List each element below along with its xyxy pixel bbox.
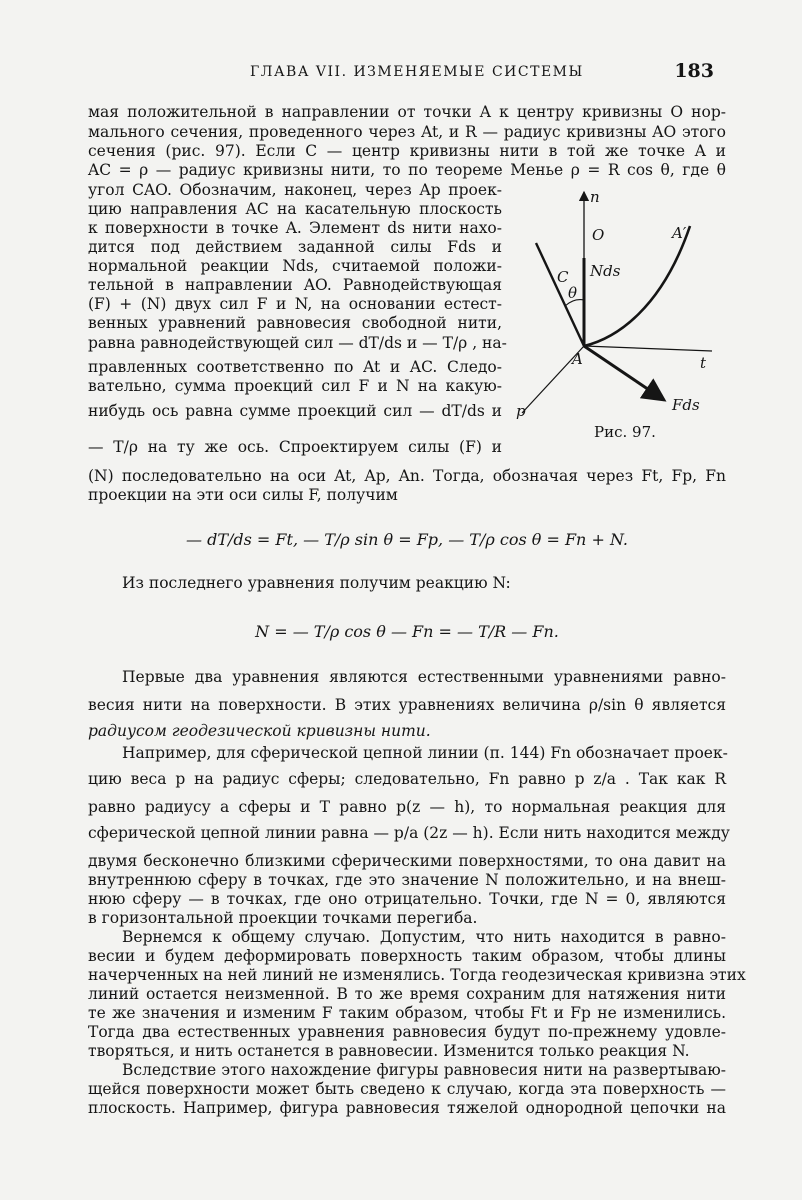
text-line: плоскость. Например, фигура равновесия тяжелой однородной цепочки на — [88, 1099, 726, 1117]
text-line: мая положительной в направлении от точки A к центру кривизны O нор- — [88, 103, 726, 121]
text-line: щейся поверхности может быть сведено к случаю, когда эта поверхность — — [88, 1080, 726, 1098]
text-line: — T/ρ на ту же ось. Спроектируем силы (F) и — [88, 438, 502, 456]
label-t: t — [700, 354, 707, 372]
running-header: ГЛАВА VII. ИЗМЕНЯЕМЫЕ СИСТЕМЫ — [250, 64, 584, 80]
text-line: Тогда два естественных уравнения равновесия будут по-прежнему удовле- — [88, 1023, 726, 1041]
label-n: n — [590, 188, 600, 206]
text-line: нюю сферу — в точках, где оно отрицательно. Точки, где N = 0, являются — [88, 890, 726, 908]
text-line: цию направления AC на касательную плоскость — [88, 200, 502, 218]
text-line: вательно, сумма проекций сил F и N на какую- — [88, 377, 502, 395]
text-line: весия нити на поверхности. В этих уравнениях величина ρ/sin θ является — [88, 696, 726, 714]
text-line: внутреннюю сферу в точках, где это значение N положительно, и на внеш- — [88, 871, 726, 889]
equation-1: — dT/ds = Ft, — T/ρ sin θ = Fp, — T/ρ cos θ = Fn + N. — [186, 530, 628, 549]
text-line: равна равнодействующей сил — dT/ds и — T/ρ , на- — [88, 334, 507, 352]
text-line: Например, для сферической цепной линии (п. 144) Fn обозначает проек- — [122, 744, 728, 762]
figure-97 — [512, 188, 722, 423]
text-line: (F) + (N) двух сил F и N, на основании естест- — [88, 295, 502, 313]
text-line: сечения (рис. 97). Если C — центр кривизны нити в той же точке A и — [88, 142, 726, 160]
text-line: цию веса p на радиус сферы; следовательно, Fn равно p z/a . Так как R — [88, 770, 726, 788]
text-line: Первые два уравнения являются естественными уравнениями равно- — [122, 668, 726, 686]
text-line: мального сечения, проведенного через At, и R — радиус кривизны AO этого — [88, 123, 726, 141]
label-a: A — [572, 350, 583, 368]
label-p: p — [516, 402, 526, 420]
text-line: весии и будем деформировать поверхность таким образом, чтобы длины — [88, 947, 726, 965]
text-line: линий остается неизменной. В то же время сохраним для натяжения нити — [88, 985, 726, 1003]
equation-2: N = — T/ρ cos θ — Fn = — T/R — Fn. — [255, 622, 559, 641]
figure-caption: Рис. 97. — [594, 423, 656, 441]
text-line: Из последнего уравнения получим реакцию N: — [122, 574, 511, 592]
text-line: правленных соответственно по At и AC. Следо- — [88, 358, 502, 376]
text-line: творяться, и нить останется в равновесии. Изменится только реакция N. — [88, 1042, 690, 1060]
text-line: дится под действием заданной силы Fds и — [88, 238, 502, 256]
label-c: C — [557, 268, 569, 286]
label-theta: θ — [568, 284, 578, 302]
text-line: проекции на эти оси силы F, получим — [88, 486, 398, 504]
text-line: те же значения и изменим F таким образом, чтобы Ft и Fp не изменились. — [88, 1004, 726, 1022]
text-line: нормальной реакции Nds, считаемой положи- — [88, 257, 502, 275]
thread-curve — [584, 226, 690, 346]
text-line: равно радиусу a сферы и T равно p(z — h), то нормальная реакция для — [88, 798, 726, 816]
text-line: двумя бесконечно близкими сферическими поверхностями, то она давит на — [88, 852, 726, 870]
label-a-prime: A′ — [672, 224, 687, 242]
text-line: тельной в направлении AO. Равнодействующая — [88, 276, 502, 294]
text-line: радиусом геодезической кривизны нити. — [88, 722, 431, 740]
label-nds: Nds — [590, 262, 621, 280]
label-o: O — [592, 226, 605, 244]
text-line: Вернемся к общему случаю. Допустим, что нить находится в равно- — [122, 928, 726, 946]
text-line: Вследствие этого нахождение фигуры равновесия нити на развертываю- — [122, 1061, 726, 1079]
text-line: в горизонтальной проекции точками перегиба. — [88, 909, 478, 927]
axis-t — [584, 346, 712, 351]
text-line: сферической цепной линии равна — p/a (2z — h). Если нить находится между — [88, 824, 730, 842]
vector-fds — [584, 346, 664, 400]
text-line: венных уравнений равновесия свободной нити, — [88, 314, 502, 332]
text-line: к поверхности в точке A. Элемент ds нити нахо- — [88, 219, 502, 237]
text-line: (N) последовательно на оси At, Ap, An. Тогда, обозначая через Ft, Fp, Fn — [88, 467, 726, 485]
page-number: 183 — [674, 60, 714, 82]
text-line: нибудь ось равна сумме проекций сил — dT/ds и — [88, 402, 502, 420]
text-line: угол CAO. Обозначим, наконец, через Ap проек- — [88, 181, 502, 199]
text-line: начерченных на ней линий не изменялись. Тогда геодезическая кривизна этих — [88, 966, 746, 984]
text-line: AC = ρ — радиус кривизны нити, то по теореме Менье ρ = R cos θ, где θ — [88, 161, 726, 179]
label-fds: Fds — [672, 396, 700, 414]
